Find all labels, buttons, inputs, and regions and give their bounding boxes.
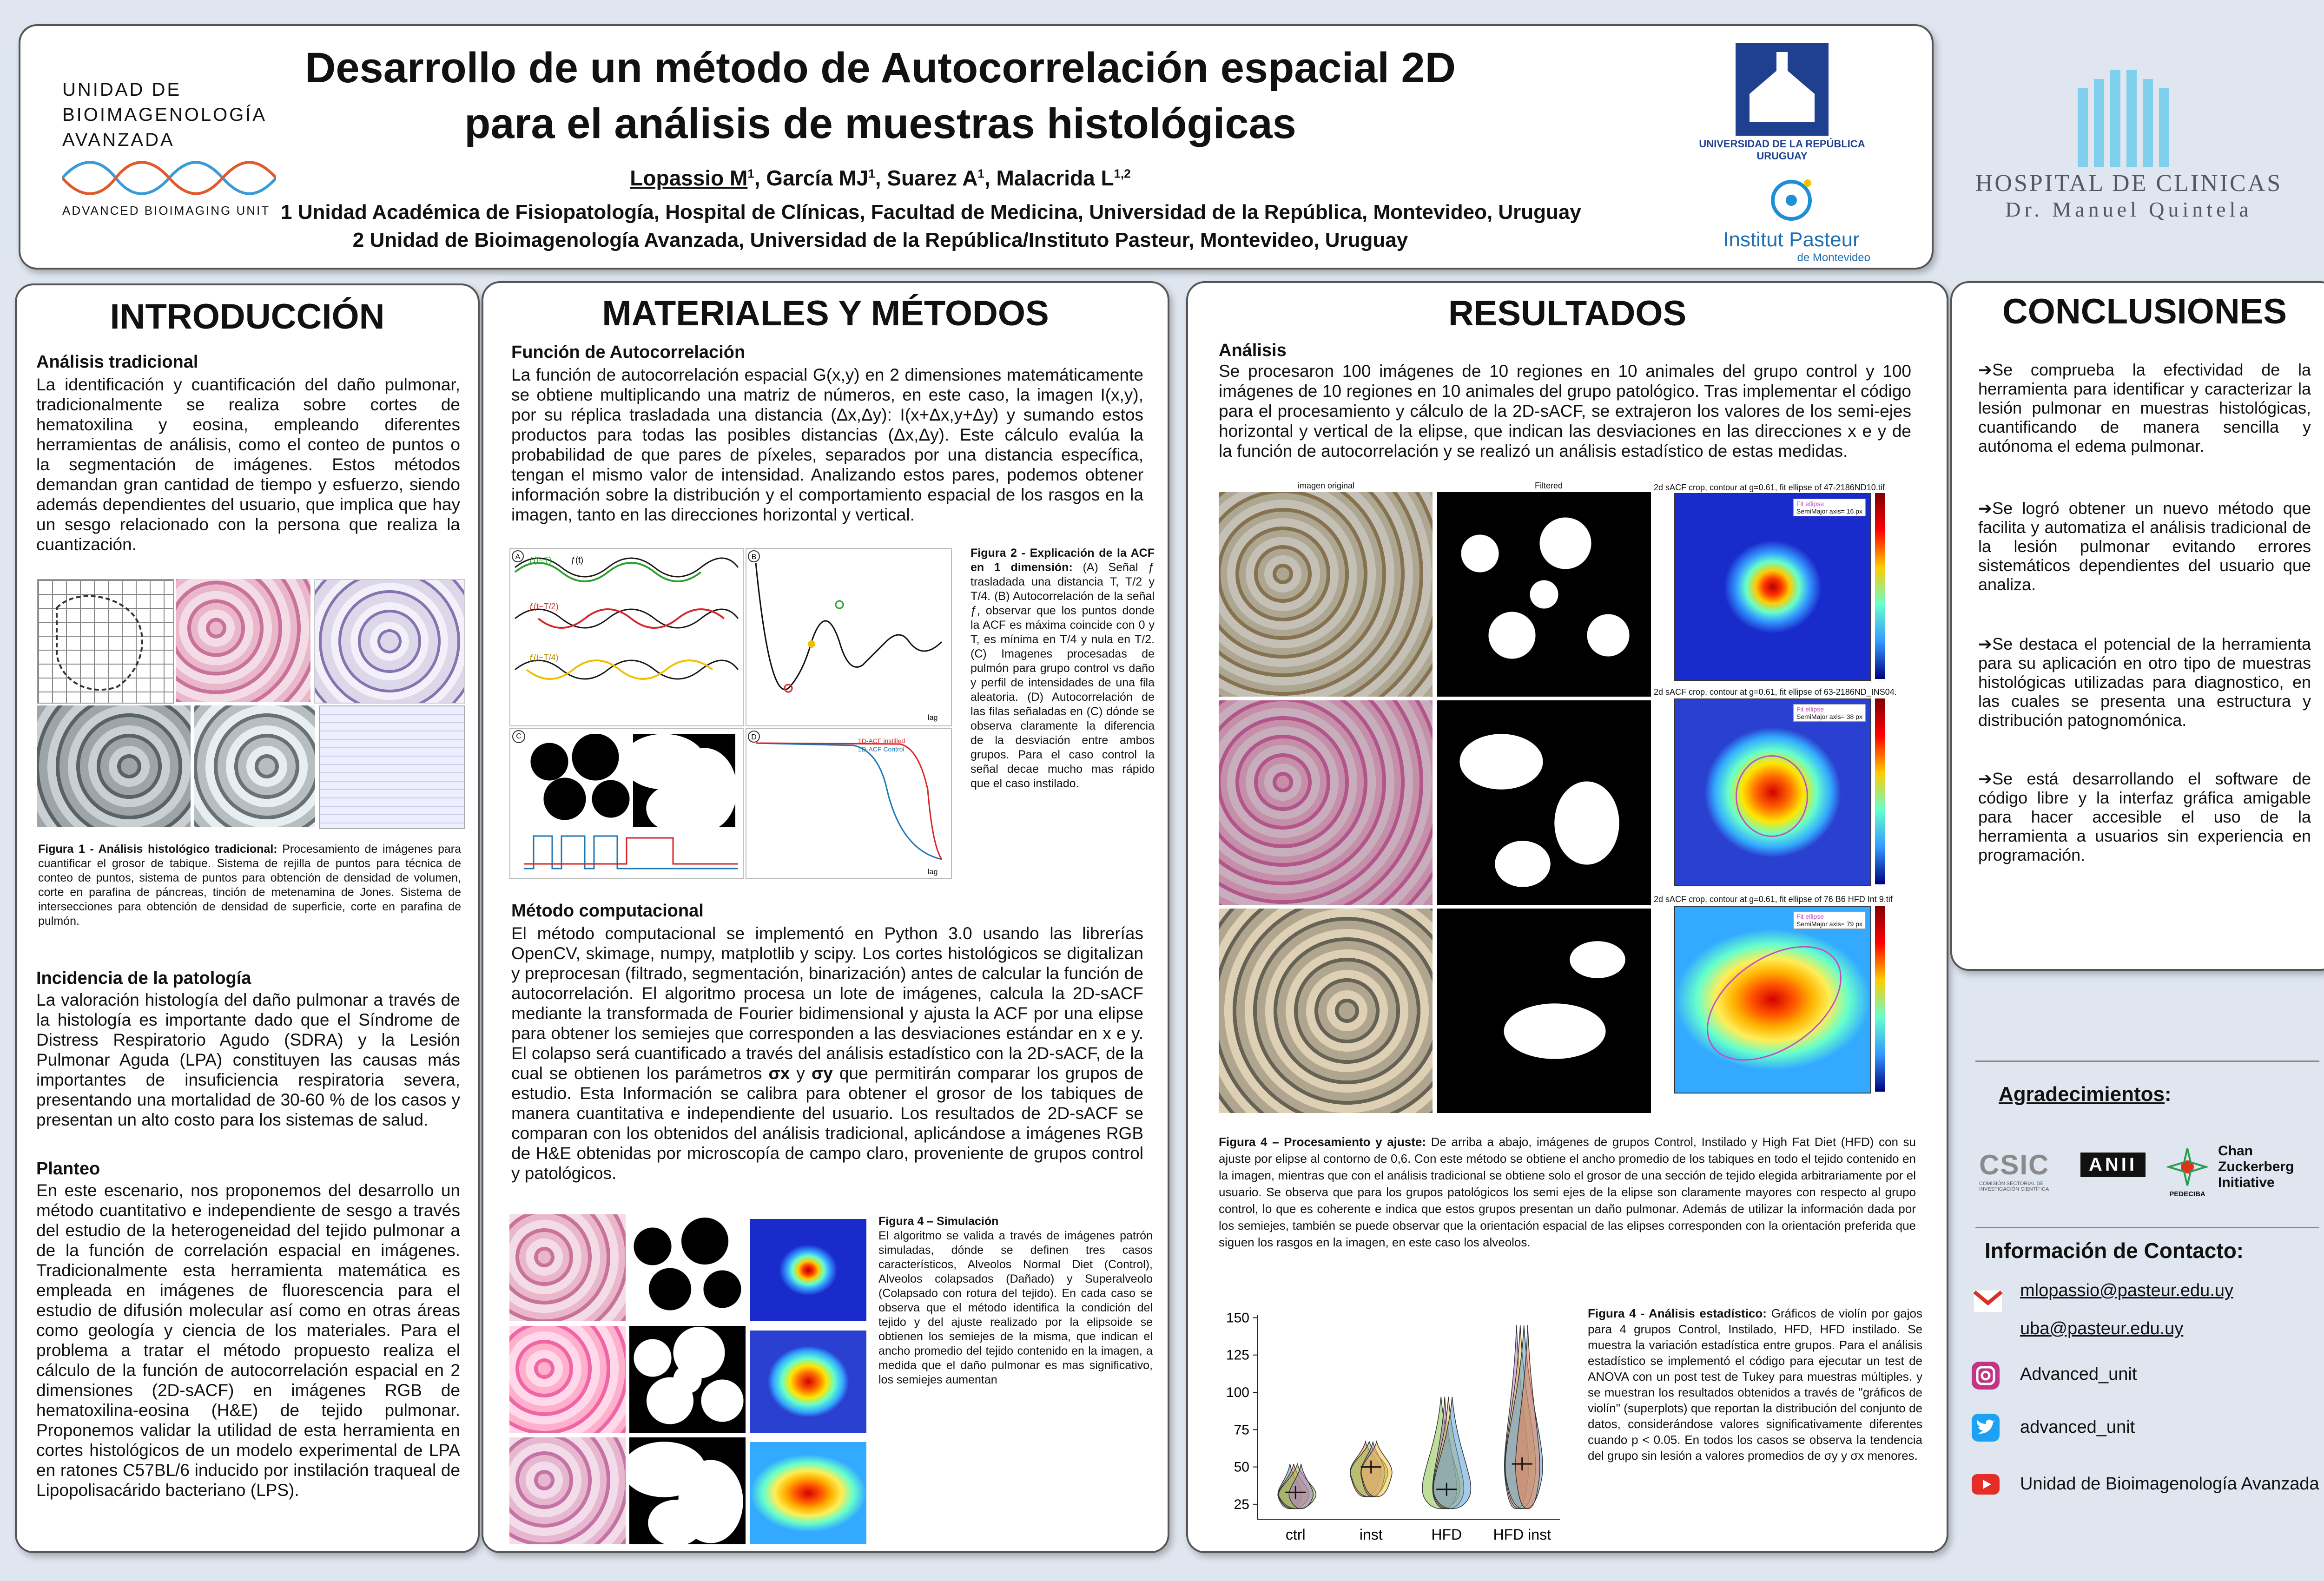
fig2-legend-instilled: 1D-ACF instilled bbox=[858, 737, 905, 744]
fig4-sim-figure bbox=[509, 1214, 881, 1544]
methods-paragraph-2-and: y bbox=[790, 1064, 812, 1083]
sigma-y-symbol: σy bbox=[811, 1064, 833, 1083]
header-banner bbox=[19, 24, 1934, 270]
pedeciba-logo-text: PEDECIBA bbox=[2169, 1190, 2205, 1198]
conclusion-item-2 bbox=[1978, 499, 2311, 594]
fig2-caption-title: Figura 2 - Explicación de la ACF en 1 dimensión: bbox=[971, 547, 1155, 574]
uba-logo-line3: AVANZADA bbox=[62, 130, 175, 150]
instilled-colorbar bbox=[1875, 698, 1885, 884]
author-1: Lopassio M bbox=[630, 166, 748, 190]
author-4-sup: 1,2 bbox=[1114, 166, 1131, 181]
fig2-panel-d bbox=[746, 728, 952, 879]
fig1-caption bbox=[38, 842, 461, 929]
instilled-heatmap-title: 2d sACF crop, contour at g=0.61, fit ellipse of 63-2186ND_INS04. bbox=[1654, 687, 1897, 697]
ack-divider-bottom bbox=[1975, 1227, 2319, 1228]
ack-title-text: Agradecimientos bbox=[1999, 1083, 2165, 1106]
fig1-point-grid-image bbox=[37, 579, 174, 704]
udelar-line2: URUGUAY bbox=[1756, 150, 1808, 162]
fig2-label-f2: ƒ(t−T/2) bbox=[529, 602, 559, 611]
udelar-line1: UNIVERSIDAD DE LA REPÚBLICA bbox=[1699, 138, 1865, 150]
methods-paragraph-2a: El método computacional se implementó en Python 3.0 usando las librerías OpenCV, skimage, numpy, matplotlib y scipy. Los cortes histológicos se digitalizan y preprocesan (filtrado, segmentación, binarización) antes de calcular la función de autocorrelación. El algoritmo procesa un lote de imágenes, calcula la 2D-sACF mediante la transformada de Fourier bidimensional y ajusta la ACF por una elipse para obtener los semiejes que corresponden a las desviaciones estándar en x e y. El colapso será cuantificado a través del análisis estadístico con la 2D-sACF, de la cual se obtienen los parámetros bbox=[511, 924, 1143, 1083]
fig2-panel-a bbox=[509, 548, 744, 726]
fig2-panel-b-label: B bbox=[751, 553, 757, 561]
fig2-panel-c-label: C bbox=[512, 730, 525, 743]
fig2-panel-b-lag: lag bbox=[928, 714, 938, 722]
violin-xtick-label: ctrl bbox=[1285, 1526, 1306, 1543]
uba-logo bbox=[62, 77, 304, 254]
fig1-caption-title: Figura 1 - Análisis histológico tradicional: bbox=[38, 843, 277, 856]
fig2-panel-d-label: D bbox=[751, 733, 757, 741]
hfd-legend-semi: SemiMajor axis= 79 px bbox=[1796, 920, 1862, 928]
control-legend-fit: Fit ellipse bbox=[1796, 500, 1824, 507]
processing-label-filtered: Filtered bbox=[1535, 481, 1563, 490]
methods-heading-2: Método computacional bbox=[511, 901, 704, 921]
fig2-injured-binary-image bbox=[633, 734, 735, 827]
conclusion-item-1 bbox=[1978, 360, 2311, 455]
fig4-sim-caption bbox=[878, 1214, 1153, 1387]
fig4-processing-caption-title: Figura 4 – Procesamiento y ajuste: bbox=[1219, 1135, 1426, 1149]
udelar-building-icon bbox=[1736, 43, 1829, 136]
hfd-heatmap bbox=[1674, 906, 1871, 1094]
sim-superalveolo-filtered bbox=[629, 1437, 746, 1544]
sim-control-heatmap bbox=[750, 1219, 866, 1321]
csic-logo-sub: COMISIÓN SECTORIAL DE INVESTIGACIÓN CIENTÍFICA bbox=[1979, 1181, 2049, 1192]
sigma-x-symbol: σx bbox=[768, 1064, 790, 1083]
hfd-original-image bbox=[1219, 909, 1433, 1113]
sim-damaged-heatmap bbox=[750, 1331, 866, 1433]
violin-xtick-label: HFD bbox=[1431, 1526, 1462, 1543]
control-heatmap-legend bbox=[1793, 499, 1866, 516]
fig2-panel-d-lag: lag bbox=[928, 868, 938, 876]
methods-paragraph-1: La función de autocorrelación espacial G(x,y) en 2 dimensiones matemáticamente se obtiene multiplicando una matriz de números, en este caso, la imagen I(x,y), por su réplica trasladada una distancia (Δx,Δy): I(x+Δx,y+Δy) y sumando estos productos para todas las posibles distancias (Δx,Δy). Este cálculo evalúa la probabilidad de que pares de píxeles, separados por una distancia específica, tengan el mismo valor de intensidad. Analizando estos pares, podemos obtener información sobre la distribución y el comportamiento espacial de los rasgos en la imagen, tanto en las direcciones horizontal y vertical. bbox=[511, 365, 1143, 524]
fig2-label-f3: ƒ(t−T/4) bbox=[529, 653, 559, 662]
hfd-legend-fit: Fit ellipse bbox=[1796, 913, 1824, 920]
violin-inst bbox=[1350, 1442, 1392, 1497]
results-paragraph-1: Se procesaron 100 imágenes de 10 regiones en 10 animales del grupo control y 100 imágenes de 10 regiones en 10 animales del grupo patológico. Tras implementar el código para el procesamiento y cálculo de la 2D-sACF, se extrajeron los valores de los semi-ejes horizontal y vertical de la elipse, que indican las desviaciones en las direcciones x e y de la función de autocorrelación y se realizó un análisis estadístico de estas medidas. bbox=[1219, 362, 1911, 461]
hospital-line1: HOSPITAL DE CLINICAS bbox=[1975, 170, 2283, 197]
pasteur-line1: Institut Pasteur bbox=[1723, 228, 1860, 251]
conclusion-item-3 bbox=[1978, 634, 2311, 730]
conclusions-section bbox=[1950, 281, 2324, 971]
fig2-intensity-profile bbox=[524, 831, 738, 873]
violin-ytick-label: 100 bbox=[1226, 1385, 1249, 1401]
fig2-panel-b bbox=[746, 548, 952, 726]
czi-line3: Initiative bbox=[2218, 1175, 2275, 1190]
conclusion-text-3: Se destaca el potencial de la herramienta para su aplicación en otro tipo de muestras histológicas utilizadas para diagnostico, en las cuales se presenta una estructura y distribución patognomónica. bbox=[1978, 634, 2311, 730]
ack-title-colon: : bbox=[2164, 1083, 2172, 1106]
affiliation-2: 2 Unidad de Bioimagenología Avanzada, Universidad de la República/Instituto Pasteur, Montevideo, Uruguay bbox=[352, 229, 1408, 251]
intro-paragraph-1: La identificación y cuantificación del daño pulmonar, tradicionalmente se realiza sobre cortes de hematoxilina y eosina, empleando diferentes herramientas de análisis, como el conteo de puntos o la segmentación de imágenes. Estos métodos demandan gran cantidad de tiempo y esfuerzo, siendo además dependientes del usuario, que implica que hay un sesgo relacionado con la persona que realiza la cuantización. bbox=[36, 375, 460, 554]
intro-heading-3: Planteo bbox=[36, 1159, 100, 1179]
czi-line2: Zuckerberg bbox=[2218, 1159, 2294, 1174]
hospital-line2: Dr. Manuel Quintela bbox=[2005, 198, 2252, 221]
fig2-panel-c bbox=[509, 728, 744, 879]
fig1-software-table-image bbox=[319, 705, 465, 829]
anii-logo-text: ANII bbox=[2080, 1153, 2146, 1177]
instilled-ellipse-fit bbox=[1736, 755, 1808, 837]
fig4-stats-caption-text: Gráficos de violín por gajos para 4 grupos Control, Instilado, HFD, HFD instilado. Se muestra la variación estadística entre grupos. Para el análisis estadístico se implementó el código para ejecutar un test de ANOVA con un post test de Tukey para muestras múltiples. y se muestran los resultados obtenidos a través de "gráficos de violín" (superplots) que reportan la distribución del conjunto de datos, considerándose valores significativamente diferentes cuando p < 0.05. En todos los casos se observa la tendencia del grupo sin lesión a valores promedios de σy y σx menores. bbox=[1588, 1306, 1922, 1462]
anii-logo bbox=[2080, 1153, 2146, 1199]
intro-title: INTRODUCCIÓN bbox=[110, 297, 385, 336]
uba-logo-line2: BIOIMAGENOLOGÍA bbox=[62, 105, 267, 125]
youtube-icon bbox=[1971, 1469, 2000, 1499]
fig1-grid-outline-icon bbox=[38, 580, 173, 703]
control-legend-semi: SemiMajor axis= 16 px bbox=[1796, 507, 1862, 515]
control-colorbar bbox=[1875, 493, 1885, 679]
dna-wave-icon bbox=[62, 157, 276, 199]
author-1-sup: 1 bbox=[747, 166, 754, 181]
methods-title: MATERIALES Y MÉTODOS bbox=[602, 294, 1049, 333]
ack-title bbox=[1999, 1083, 2172, 1106]
uba-logo-line1: UNIDAD DE bbox=[62, 79, 182, 100]
violin-HFD-inst bbox=[1505, 1325, 1543, 1509]
fig2-label-ft: ƒ(t) bbox=[571, 555, 583, 565]
sim-superalveolo-original bbox=[509, 1437, 626, 1544]
instagram-handle[interactable]: Advanced_unit bbox=[2020, 1364, 2137, 1384]
hospital-logo bbox=[1952, 70, 2305, 237]
youtube-channel[interactable]: Unidad de Bioimagenología Avanzada bbox=[2020, 1474, 2319, 1494]
methods-heading-1: Función de Autocorrelación bbox=[511, 343, 746, 362]
intro-section bbox=[15, 283, 480, 1553]
fig2-legend-control: 1D-ACF Control bbox=[858, 745, 905, 753]
fig2-caption bbox=[971, 546, 1155, 791]
methods-section bbox=[482, 281, 1169, 1553]
author-2: , García MJ bbox=[754, 166, 869, 190]
sim-control-filtered bbox=[629, 1214, 746, 1321]
uba-logo-sub: ADVANCED BIOIMAGING UNIT bbox=[62, 204, 271, 217]
fig2-caption-text: (A) Señal ƒ trasladada una distancia T, T/2 y T/4. (B) Autocorrelación de la señal ƒ, observar que los puntos donde la ACF es máxima coincide con 0 y T, es mínima en T/4 y nula en T/2. (C) Imagenes procesadas de pulmón para grupo control vs daño y perfil de intensidades de una fila aleatoria. (D) Autocorrelación de las filas señaladas en (C) dónde se observa claramente la diferencia de la desviación entre ambos grupos. Para el caso control la señal decae mucho mas rápido que el caso instilado. bbox=[971, 561, 1155, 790]
instilled-legend-fit: Fit ellipse bbox=[1796, 705, 1824, 713]
author-3: , Suarez A bbox=[875, 166, 978, 190]
hfd-ellipse-fit bbox=[1686, 922, 1862, 1084]
conclusion-text-2: Se logró obtener un nuevo método que facilita y automatiza el análisis tradicional de la lesión pulmonar evitando errores sistemáticos dependientes del usuario que analiza. bbox=[1978, 499, 2311, 594]
conclusion-text-4: Se está desarrollando el software de código libre y la interfaz gráfica amigable para hacer accesible el uso de la herramienta a usuarios sin experiencia en programación. bbox=[1978, 769, 2311, 864]
control-heatmap-title: 2d sACF crop, contour at g=0.61, fit ellipse of 47-2186ND10.tif bbox=[1654, 483, 1885, 492]
violin-chart bbox=[1207, 1305, 1569, 1547]
sim-control-original bbox=[509, 1214, 626, 1321]
pasteur-logo bbox=[1694, 175, 1889, 263]
methods-paragraph-2b: que permitirán comparar los grupos de estudio. Esta Información se calibra para obtener el grosor de los tabiques de manera cuantitativa e independiente del usuario. Los resultados de 2D-sACF se comparan con los obtenidos del análisis tradicional, aplicándose a imágenes RGB de H&E obtenidas por microscopía de campo claro, proveniente de grupos control y patológicos. bbox=[511, 1064, 1144, 1183]
fig4-processing-caption-text: De arriba a abajo, imágenes de grupos Control, Instilado y High Fat Diet (HFD) con su ajuste por elipse al contorno de 0,6. Con este método se obtiene el ancho promedio de los tabiques en todo el tejido contenido en la imagen, mientras que con el análisis tradicional se obtiene solo el grosor de una sección de tejido elegida arbitrariamente por el usuario. Se observa que para los grupos patológicos los semi ejes de la elipse son claramente mayores con respecto al grupo control, lo que es coherente e indica que estos grupos presentan un daño pulmonar. Además de utilizar la información dada por los semiejes, también se puede observar que la orientación espacial de las elipses corresponden con la orientación preferida que siguen los rasgos en la imagen, en este caso los alveolos. bbox=[1219, 1135, 1916, 1249]
fig2-label-f1: ƒ(t−T) bbox=[529, 555, 552, 565]
poster-title-line2: para el análisis de muestras histológicas bbox=[464, 100, 1296, 147]
sim-superalveolo-heatmap bbox=[750, 1442, 866, 1544]
fig1-caption-text: Procesamiento de imágenes para cuantificar el grosor de tabique. Sistema de rejilla de puntos para técnica de conteo de puntos, sistema de puntos para obtención de densidad de volumen, corte en parafina de páncreas, tinción de metenamina de Jones. Sistema de intersecciones para obtención de densidad de superficie, corte en parafina de pulmón. bbox=[38, 843, 461, 928]
violin-ytick-label: 75 bbox=[1234, 1422, 1249, 1438]
fig2-control-binary-image bbox=[529, 734, 631, 827]
instilled-heatmap bbox=[1674, 698, 1871, 886]
violin-ytick-label: 50 bbox=[1234, 1459, 1249, 1475]
processing-label-original: imagen original bbox=[1298, 481, 1355, 490]
violin-xtick-label: inst bbox=[1359, 1526, 1383, 1543]
contact-title: Información de Contacto: bbox=[1985, 1238, 2244, 1263]
twitter-handle[interactable]: advanced_unit bbox=[2020, 1417, 2135, 1437]
authors-line bbox=[299, 165, 1461, 191]
methods-paragraph-2 bbox=[511, 923, 1143, 1183]
violin-xtick-label: HFD inst bbox=[1493, 1526, 1551, 1543]
arrow-right-icon: ➔ bbox=[1978, 360, 1993, 379]
results-section bbox=[1186, 281, 1948, 1553]
violin-ytick-label: 125 bbox=[1226, 1347, 1249, 1363]
hfd-heatmap-legend bbox=[1793, 911, 1866, 929]
intro-heading-2: Incidencia de la patología bbox=[36, 968, 251, 988]
violin-ctrl bbox=[1278, 1464, 1316, 1509]
conclusion-item-4 bbox=[1978, 769, 2311, 864]
author-3-sup: 1 bbox=[977, 166, 984, 181]
author-2-sup: 1 bbox=[868, 166, 875, 181]
czi-logo bbox=[2218, 1143, 2324, 1204]
hfd-colorbar bbox=[1875, 906, 1885, 1092]
fig1-jones-stain-image bbox=[314, 579, 465, 704]
author-4: , Malacrida L bbox=[984, 166, 1114, 190]
pasteur-line2: de Montevideo bbox=[1797, 251, 1870, 264]
fig4-stats-caption bbox=[1588, 1305, 1922, 1463]
control-original-image bbox=[1219, 492, 1433, 697]
instilled-filtered-image bbox=[1437, 700, 1651, 905]
fig4-sim-caption-text: El algoritmo se valida a través de imágenes patrón simuladas, dónde se definen tres casos característicos, Alveolos Normal Diet (Control), Alveolos colapsados (Dañado) y Superalveolo (Colapsado con rotura del tejido). En cada caso se observa que el método identifica la condición del tejido y del ajuste realizado por la elipsoide se obtienen los semiejes de la misma, que indican el ancho promedio del tejido contenido en la imagen, a medida que el daño pulmonar es mas significativo, los semiejes aumentan bbox=[878, 1229, 1153, 1386]
fig1-lung-section-image-2 bbox=[194, 705, 315, 827]
ack-divider-top bbox=[1975, 1061, 2319, 1062]
sim-damaged-filtered bbox=[629, 1326, 746, 1433]
pedeciba-logo bbox=[2159, 1146, 2215, 1202]
sim-damaged-original bbox=[509, 1326, 626, 1433]
fig1-lung-section-image bbox=[37, 705, 191, 827]
fig4-stats-caption-title: Figura 4 - Análisis estadístico: bbox=[1588, 1306, 1767, 1320]
pedeciba-star-icon bbox=[2166, 1146, 2208, 1188]
fig4-sim-caption-title: Figura 4 – Simulación bbox=[878, 1215, 999, 1228]
violin-ytick-label: 150 bbox=[1226, 1310, 1249, 1326]
control-heatmap bbox=[1674, 493, 1871, 681]
arrow-right-icon: ➔ bbox=[1978, 499, 1993, 518]
arrow-right-icon: ➔ bbox=[1978, 769, 1993, 788]
fig2-panel-a-label: A bbox=[515, 553, 521, 561]
hfd-heatmap-title: 2d sACF crop, contour at g=0.61, fit ellipse of 76 B6 HFD Int 9.tif bbox=[1654, 895, 1893, 904]
hfd-filtered-image bbox=[1437, 909, 1651, 1113]
fig4-processing-caption bbox=[1219, 1133, 1916, 1251]
czi-line1: Chan bbox=[2218, 1143, 2253, 1159]
udelar-logo bbox=[1684, 43, 1880, 178]
arrow-right-icon: ➔ bbox=[1978, 634, 1993, 653]
fig1-pancreas-image bbox=[176, 579, 310, 702]
instilled-legend-semi: SemiMajor axis= 38 px bbox=[1796, 713, 1862, 720]
hospital-bars-icon bbox=[2068, 70, 2189, 167]
results-heading-1: Análisis bbox=[1219, 341, 1287, 360]
csic-logo bbox=[1979, 1149, 2077, 1200]
instilled-heatmap-legend bbox=[1793, 704, 1866, 722]
intro-paragraph-2: La valoración histología del daño pulmonar a través de la histología es importante dado que el Síndrome de Distress Respiratorio Agudo (SDRA) y la Lesión Pulmonar Aguda (LPA) constituyen las causas más importantes de insuficiencia respiratoria severa, presentando una mortalidad de 30-60 % de los casos y presentan un alto costo para los sistemas de salud. bbox=[36, 990, 460, 1129]
gmail-icon bbox=[1973, 1289, 2003, 1313]
email-1-link[interactable]: mlopassio@pasteur.edu.uy bbox=[2020, 1281, 2233, 1300]
conclusion-text-1: Se comprueba la efectividad de la herramienta para identificar y caracterizar la lesión pulmonar en muestras histológicas, cuantificando de manera sencilla y autónoma el edema pulmonar. bbox=[1978, 360, 2311, 455]
instagram-icon bbox=[1971, 1361, 2000, 1390]
intro-paragraph-3: En este escenario, nos proponemos del desarrollo un método cuantitativo e independiente de sesgo a través del estudio de la heterogeneidad del tejido pulmonar a de la función de correlación espacial en imágenes. Tradicionalmente esta herramienta matemática es empleada en imágenes de fluorescencia para el estudio de difusión molecular así como en otras áreas como geología y ciencia de los materiales. Para el problema a tratar el método propuesto realiza el cálculo de la función de autocorrelación espacial en 2 dimensiones (2D-sACF) en imágenes RGB de hematoxilina-eosina (H&E) de tejido pulmonar. Proponemos validar la utilidad de esta herramienta en cortes histológicos de un modelo experimental de LPA en ratones C57BL/6 inducido por instilación traqueal de Lipopolisacárido bacteriano (LPS). bbox=[36, 1181, 460, 1500]
poster-title-line1: Desarrollo de un método de Autocorrelación espacial 2D bbox=[304, 44, 1456, 92]
email-2-link[interactable]: uba@pasteur.edu.uy bbox=[2020, 1319, 2184, 1338]
intro-heading-1: Análisis tradicional bbox=[36, 352, 198, 372]
pasteur-emblem-icon bbox=[1763, 175, 1819, 226]
affiliation-1: 1 Unidad Académica de Fisiopatología, Hospital de Clínicas, Facultad de Medicina, Universidad de la República, Montevideo, Uruguay bbox=[281, 201, 1581, 224]
results-title: RESULTADOS bbox=[1448, 294, 1687, 333]
instilled-original-image bbox=[1219, 700, 1433, 905]
csic-logo-text: CSIC bbox=[1979, 1149, 2050, 1180]
twitter-icon bbox=[1971, 1413, 2000, 1443]
processing-figure bbox=[1219, 483, 1934, 1115]
conclusions-title: CONCLUSIONES bbox=[2002, 292, 2287, 331]
violin-ytick-label: 25 bbox=[1234, 1496, 1249, 1512]
control-filtered-image bbox=[1437, 492, 1651, 697]
violin-HFD bbox=[1422, 1397, 1471, 1509]
